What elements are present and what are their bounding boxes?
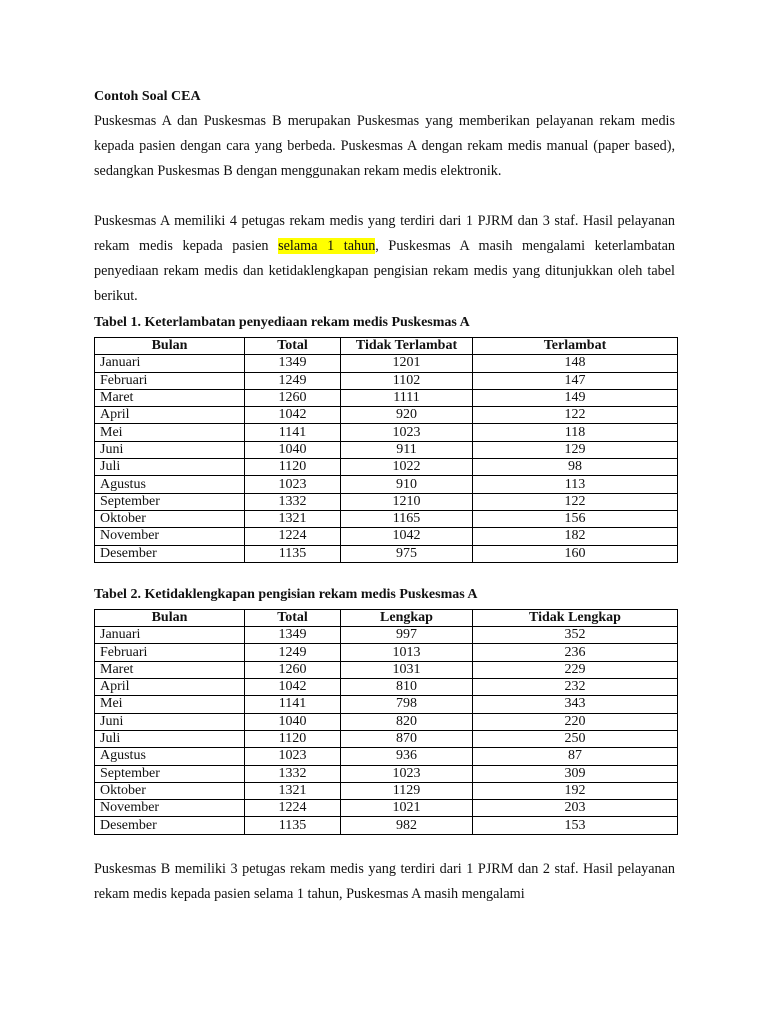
table-row bbox=[95, 627, 678, 644]
paragraph-text-before: Puskesmas A memiliki 4 petugas rekam medis yang terdiri dari 1 PJRM dan 3 staf. Hasil pelayanan rekam medis kepada pasien bbox=[94, 213, 675, 254]
table-cell: 203 bbox=[473, 800, 678, 817]
table-row bbox=[95, 800, 678, 817]
table-cell: 149 bbox=[473, 389, 678, 406]
table-cell: Mei bbox=[95, 424, 245, 441]
table2-header-row bbox=[95, 609, 678, 626]
table-row bbox=[95, 748, 678, 765]
table-cell: 182 bbox=[473, 528, 678, 545]
table-cell: Agustus bbox=[95, 748, 245, 765]
table-cell: 232 bbox=[473, 679, 678, 696]
table-cell: 975 bbox=[341, 545, 473, 562]
table-cell: 1349 bbox=[245, 627, 341, 644]
table1-caption: Tabel 1. Keterlambatan penyediaan rekam medis Puskesmas A bbox=[94, 315, 470, 330]
table-cell: 250 bbox=[473, 730, 678, 747]
table-cell: 229 bbox=[473, 661, 678, 678]
table-cell: Desember bbox=[95, 545, 245, 562]
table-cell: 1321 bbox=[245, 782, 341, 799]
table-cell: 147 bbox=[473, 372, 678, 389]
table-row bbox=[95, 817, 678, 834]
table2-header-bulan: Bulan bbox=[95, 609, 245, 626]
table-cell: 910 bbox=[341, 476, 473, 493]
highlighted-text: selama 1 tahun bbox=[278, 238, 376, 254]
table-cell: November bbox=[95, 528, 245, 545]
table-cell: 997 bbox=[341, 627, 473, 644]
table-cell: 113 bbox=[473, 476, 678, 493]
table-row bbox=[95, 441, 678, 458]
table2-header-tidak-lengkap: Tidak Lengkap bbox=[473, 609, 678, 626]
puskesmas-b-paragraph: Puskesmas B memiliki 3 petugas rekam medis yang terdiri dari 1 PJRM dan 2 staf. Hasil pelayanan rekam medis kepada pasien selama 1 tahun, Puskesmas A masih mengalami bbox=[94, 860, 675, 902]
table-cell: Mei bbox=[95, 696, 245, 713]
table-cell: 1040 bbox=[245, 441, 341, 458]
table-cell: September bbox=[95, 765, 245, 782]
table2-header-lengkap: Lengkap bbox=[341, 609, 473, 626]
table-cell: 936 bbox=[341, 748, 473, 765]
table-cell: 1332 bbox=[245, 765, 341, 782]
table-cell: 1260 bbox=[245, 661, 341, 678]
table-cell: 1129 bbox=[341, 782, 473, 799]
table-row bbox=[95, 355, 678, 372]
table2-header-total: Total bbox=[245, 609, 341, 626]
table-cell: 1141 bbox=[245, 696, 341, 713]
table-row bbox=[95, 476, 678, 493]
table-row bbox=[95, 510, 678, 527]
table-cell: 1249 bbox=[245, 644, 341, 661]
table-cell: 1040 bbox=[245, 713, 341, 730]
table-cell: 870 bbox=[341, 730, 473, 747]
table-cell: 1210 bbox=[341, 493, 473, 510]
table-row bbox=[95, 389, 678, 406]
table-cell: Juli bbox=[95, 459, 245, 476]
table1-body bbox=[95, 355, 678, 563]
table-row bbox=[95, 424, 678, 441]
table2-ketidaklengkapan bbox=[94, 609, 678, 835]
table-cell: 118 bbox=[473, 424, 678, 441]
table1-header-tidak-terlambat: Tidak Terlambat bbox=[341, 338, 473, 355]
table-cell: 1260 bbox=[245, 389, 341, 406]
table-row bbox=[95, 679, 678, 696]
table-cell: 192 bbox=[473, 782, 678, 799]
table-cell: September bbox=[95, 493, 245, 510]
table-cell: 1111 bbox=[341, 389, 473, 406]
table-cell: 1249 bbox=[245, 372, 341, 389]
table1-header-total: Total bbox=[245, 338, 341, 355]
table-cell: 1135 bbox=[245, 817, 341, 834]
table-cell: Oktober bbox=[95, 510, 245, 527]
table-cell: 129 bbox=[473, 441, 678, 458]
table-cell: 982 bbox=[341, 817, 473, 834]
table-cell: 798 bbox=[341, 696, 473, 713]
table-row bbox=[95, 528, 678, 545]
table-cell: 1042 bbox=[245, 407, 341, 424]
table-row bbox=[95, 782, 678, 799]
table-cell: 1042 bbox=[245, 679, 341, 696]
table-cell: 1120 bbox=[245, 730, 341, 747]
table-cell: 1201 bbox=[341, 355, 473, 372]
table-cell: 148 bbox=[473, 355, 678, 372]
table-cell: 1224 bbox=[245, 800, 341, 817]
table-row bbox=[95, 713, 678, 730]
table-cell: 1023 bbox=[341, 424, 473, 441]
table-cell: 911 bbox=[341, 441, 473, 458]
table-cell: 122 bbox=[473, 407, 678, 424]
paragraph-text-after: , Puskesmas A masih mengalami keterlambatan penyediaan rekam medis dan ketidaklengkapan pengisian rekam medis yang ditunjukkan oleh tabel berikut. bbox=[94, 238, 675, 304]
table-cell: 1224 bbox=[245, 528, 341, 545]
table-cell: Desember bbox=[95, 817, 245, 834]
table-cell: Agustus bbox=[95, 476, 245, 493]
table-cell: 920 bbox=[341, 407, 473, 424]
table-cell: 153 bbox=[473, 817, 678, 834]
table-cell: Oktober bbox=[95, 782, 245, 799]
table-row bbox=[95, 644, 678, 661]
table-cell: April bbox=[95, 407, 245, 424]
table-cell: 236 bbox=[473, 644, 678, 661]
table1-header-bulan: Bulan bbox=[95, 338, 245, 355]
table-cell: 810 bbox=[341, 679, 473, 696]
table1-keterlambatan bbox=[94, 337, 678, 563]
puskesmas-a-paragraph bbox=[94, 209, 675, 309]
table-row bbox=[95, 459, 678, 476]
table-cell: Juni bbox=[95, 441, 245, 458]
table-cell: 1102 bbox=[341, 372, 473, 389]
table-row bbox=[95, 696, 678, 713]
table-cell: 1023 bbox=[341, 765, 473, 782]
table-cell: 1135 bbox=[245, 545, 341, 562]
table-cell: 160 bbox=[473, 545, 678, 562]
table-cell: 87 bbox=[473, 748, 678, 765]
table-row bbox=[95, 545, 678, 562]
table-row bbox=[95, 493, 678, 510]
document-title: Contoh Soal CEA bbox=[94, 89, 201, 104]
table-cell: 98 bbox=[473, 459, 678, 476]
table2-body bbox=[95, 627, 678, 835]
table-row bbox=[95, 730, 678, 747]
table-cell: 1023 bbox=[245, 476, 341, 493]
table-cell: 1120 bbox=[245, 459, 341, 476]
table-cell: 156 bbox=[473, 510, 678, 527]
table-cell: 1321 bbox=[245, 510, 341, 527]
table-cell: 1031 bbox=[341, 661, 473, 678]
table-cell: 352 bbox=[473, 627, 678, 644]
table-cell: 1042 bbox=[341, 528, 473, 545]
table-cell: 1141 bbox=[245, 424, 341, 441]
table-cell: 1021 bbox=[341, 800, 473, 817]
table-cell: 220 bbox=[473, 713, 678, 730]
table2-caption: Tabel 2. Ketidaklengkapan pengisian rekam medis Puskesmas A bbox=[94, 586, 478, 602]
table-cell: Februari bbox=[95, 644, 245, 661]
table-row bbox=[95, 372, 678, 389]
table-cell: 122 bbox=[473, 493, 678, 510]
table-cell: 1023 bbox=[245, 748, 341, 765]
table-cell: Februari bbox=[95, 372, 245, 389]
table-cell: 1332 bbox=[245, 493, 341, 510]
table-row bbox=[95, 661, 678, 678]
table-cell: Juni bbox=[95, 713, 245, 730]
table-cell: Januari bbox=[95, 355, 245, 372]
table-cell: November bbox=[95, 800, 245, 817]
table-cell: 1349 bbox=[245, 355, 341, 372]
table-cell: 1013 bbox=[341, 644, 473, 661]
table1-header-row bbox=[95, 338, 678, 355]
table-cell: 1165 bbox=[341, 510, 473, 527]
table-cell: Maret bbox=[95, 389, 245, 406]
table-cell: 309 bbox=[473, 765, 678, 782]
table-cell: Maret bbox=[95, 661, 245, 678]
table-cell: 1022 bbox=[341, 459, 473, 476]
table-cell: Juli bbox=[95, 730, 245, 747]
table-cell: 820 bbox=[341, 713, 473, 730]
table1-header-terlambat: Terlambat bbox=[473, 338, 678, 355]
document-content bbox=[94, 88, 675, 907]
table-cell: Januari bbox=[95, 627, 245, 644]
intro-paragraph: Puskesmas A dan Puskesmas B merupakan Puskesmas yang memberikan pelayanan rekam medis kepada pasien dengan cara yang berbeda. Puskesmas A dengan rekam medis manual (paper based), sedangkan Puskesmas B dengan menggunakan rekam medis elektronik. bbox=[94, 113, 675, 179]
table-cell: 343 bbox=[473, 696, 678, 713]
table-cell: April bbox=[95, 679, 245, 696]
table-row bbox=[95, 407, 678, 424]
table-row bbox=[95, 765, 678, 782]
